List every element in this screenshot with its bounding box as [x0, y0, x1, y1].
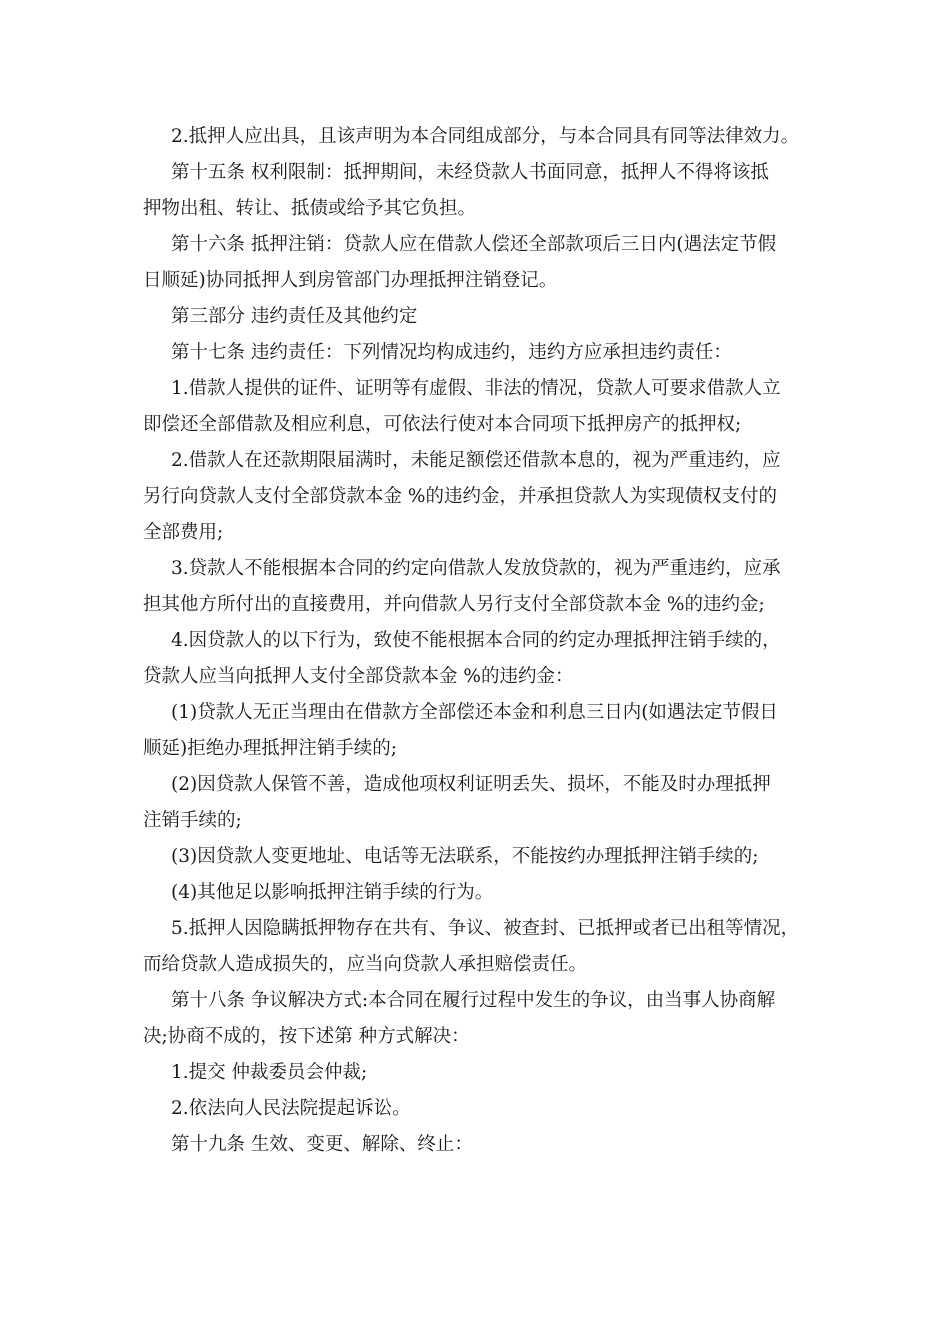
text-line: (2)因贷款人保管不善，造成他项权利证明丢失、损坏，不能及时办理抵押 [171, 774, 771, 795]
text-line: 2.抵押人应出具，且该声明为本合同组成部分，与本合同具有同等法律效力。 [171, 126, 800, 147]
text-line: (1)贷款人无正当理由在借款方全部偿还本金和利息三日内(如遇法定节假日 [171, 702, 778, 723]
text-line: 日顺延)协同抵押人到房管部门办理抵押注销登记。 [143, 270, 558, 291]
text-line: 而给贷款人造成损失的，应当向贷款人承担赔偿责任。 [143, 954, 588, 975]
text-line: 第十五条 权利限制：抵押期间，未经贷款人书面同意，抵押人不得将该抵 [171, 162, 769, 183]
text-line: 即偿还全部借款及相应利息，可依法行使对本合同项下抵押房产的抵押权; [143, 414, 742, 435]
text-line: 2.依法向人民法院提起诉讼。 [171, 1098, 411, 1119]
text-line: (4)其他足以影响抵押注销手续的行为。 [171, 882, 494, 903]
text-line: 1.借款人提供的证件、证明等有虚假、非法的情况，贷款人可要求借款人立 [171, 378, 781, 399]
text-line: 顺延)拒绝办理抵押注销手续的; [143, 738, 397, 759]
text-line: 2.借款人在还款期限届满时，未能足额偿还借款本息的，视为严重违约，应 [171, 450, 781, 471]
text-line: 注销手续的; [143, 810, 242, 831]
text-line: 3.贷款人不能根据本合同的约定向借款人发放贷款的，视为严重违约，应承 [171, 558, 781, 579]
text-line: 第十六条 抵押注销：贷款人应在借款人偿还全部款项后三日内(遇法定节假 [171, 234, 777, 255]
text-line: 第十八条 争议解决方式:本合同在履行过程中发生的争议，由当事人协商解 [171, 990, 776, 1011]
text-line: 4.因贷款人的以下行为，致使不能根据本合同的约定办理抵押注销手续的， [171, 630, 781, 651]
text-line: 1.提交 仲裁委员会仲裁; [171, 1062, 368, 1083]
text-line: 5.抵押人因隐瞒抵押物存在共有、争议、被查封、已抵押或者已出租等情况， [171, 918, 800, 939]
text-line: 贷款人应当向抵押人支付全部贷款本金 %的违约金： [143, 666, 574, 687]
section-heading: 第三部分 违约责任及其他约定 [171, 306, 418, 327]
text-line: 押物出租、转让、抵债或给予其它负担。 [143, 198, 477, 219]
text-line: (3)因贷款人变更地址、电话等无法联系，不能按约办理抵押注销手续的; [171, 846, 759, 867]
text-line: 第十九条 生效、变更、解除、终止： [171, 1134, 473, 1155]
text-line: 另行向贷款人支付全部贷款本金 %的违约金，并承担贷款人为实现债权支付的 [143, 486, 777, 507]
text-line: 全部费用; [143, 522, 224, 543]
text-line: 第十七条 违约责任：下列情况均构成违约，违约方应承担违约责任： [171, 342, 732, 363]
text-line: 决;协商不成的，按下述第 种方式解决： [143, 1026, 470, 1047]
text-line: 担其他方所付出的直接费用，并向借款人另行支付全部贷款本金 %的违约金; [143, 594, 765, 615]
